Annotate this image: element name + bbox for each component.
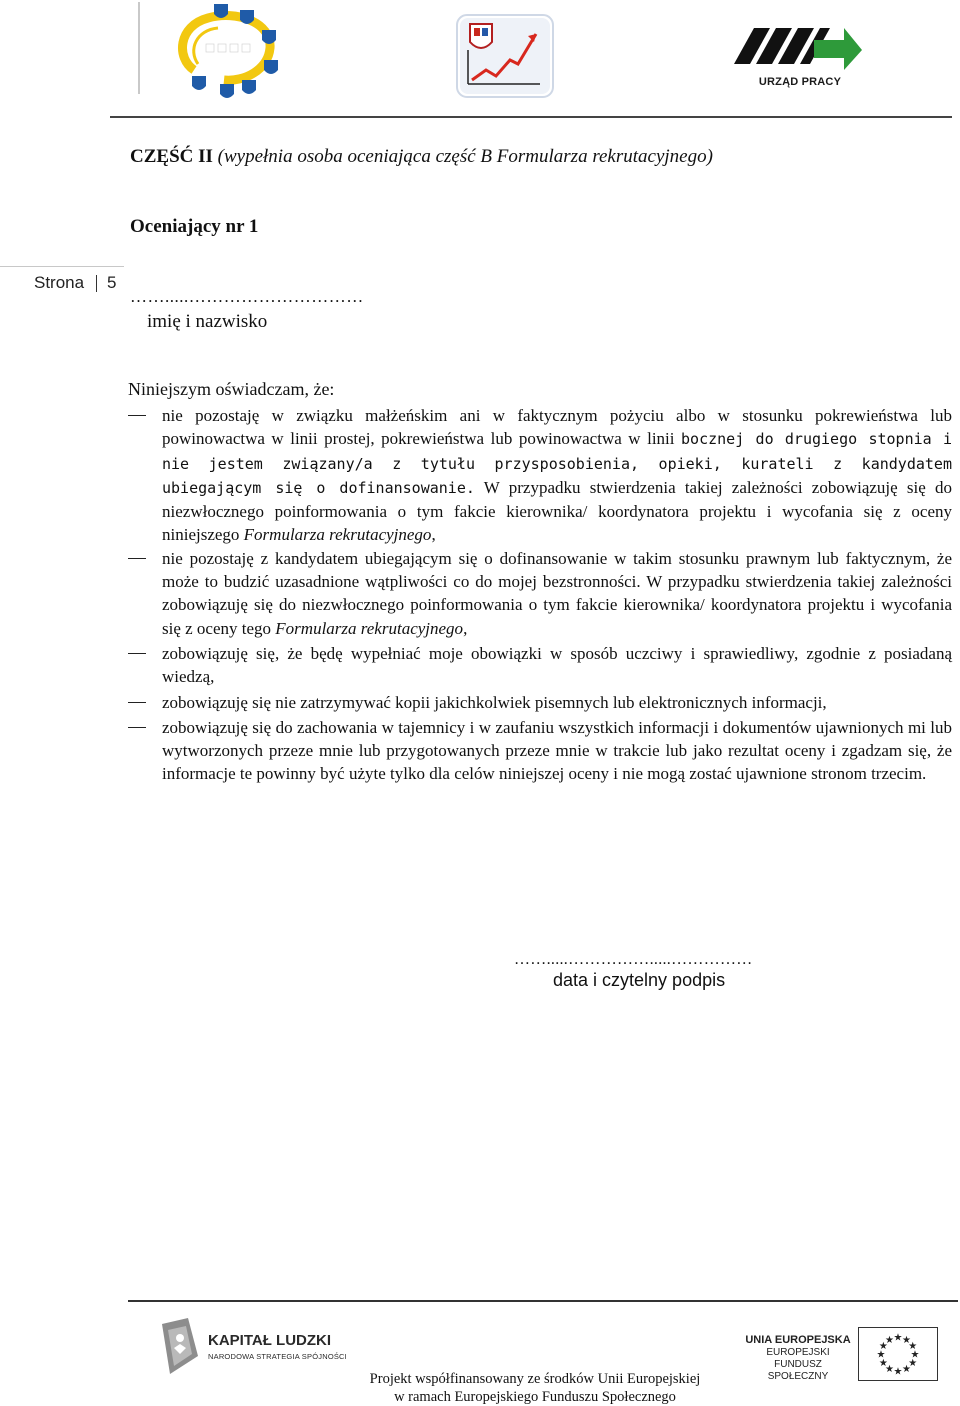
eu-star-icon: ★ xyxy=(885,1364,894,1376)
item-text: zobowiązuję się do zachowania w tajemnicy i w zaufaniu wszystkich informacji i dokumentów ujawnionych mi lub wytworzonych przeze mnie lub przygotowanych przeze mnie w trakcie lub jako rezultat oceny i zgadzam się, że informacje te powinny być użyte tylko dla celów niniejszej oceny i nie mogą zostać ujawnione stronom trzecim. xyxy=(162,717,952,784)
item-text: , xyxy=(431,525,436,545)
section-title: CZĘŚĆ II xyxy=(130,146,213,167)
footer-rule xyxy=(128,1300,958,1302)
form-title-italic: Formularza rekrutacyjnego xyxy=(275,618,464,638)
item-text: zobowiązuję się nie zatrzymywać kopii jakichkolwiek pisemnych lub elektronicznych informacji, xyxy=(162,692,827,712)
form-title-italic: Formularza rekrutacyjnego xyxy=(243,525,432,545)
human-capital-emblem-icon xyxy=(158,1316,202,1378)
dash-bullet xyxy=(128,558,146,559)
item-text: W przypadku stwierdzenia takiej zależności zobowiązuję się do niezwłocznego poinformowania o tym fakcie kierownika/ koordynatora projektu i wycofania się z oceny niniejszego xyxy=(162,477,953,545)
name-signature-line: …….....………………………… xyxy=(130,287,364,306)
item-text: zobowiązuję się, że będę wypełniać moje obowiązki w sposób uczciwy i sprawiedliwy, zgodnie z posiadaną wiedzą, xyxy=(162,643,952,687)
declaration-block xyxy=(128,378,952,786)
header-rule xyxy=(110,116,952,118)
eu-name: UNIA EUROPEJSKA xyxy=(745,1334,851,1346)
dash-bullet xyxy=(128,415,146,416)
eu-fund-line: FUNDUSZ SPOŁECZNY xyxy=(767,1359,829,1382)
eu-stars-icon xyxy=(859,1328,937,1380)
human-capital-subtitle: NARODOWA STRATEGIA SPÓJNOŚCI xyxy=(208,1352,347,1361)
declaration-intro: Niniejszym oświadczam, że: xyxy=(128,379,335,399)
item-text: bocznej do drugiego stopnia i nie jestem związany/a z tytułu przysposobienia, opieki, kurateli z kandydatem ubiegającym się o dofinansowanie. xyxy=(162,430,952,497)
eu-star-icon: ★ xyxy=(885,1334,894,1346)
eu-fund-line: EUROPEJSKI xyxy=(766,1347,830,1358)
labour-office-logo xyxy=(726,14,866,94)
eu-star-icon: ★ xyxy=(878,1358,888,1369)
human-capital-title: KAPITAŁ LUDZKI xyxy=(208,1332,332,1349)
declaration-item xyxy=(128,716,952,786)
signature-label: data i czytelny podpis xyxy=(553,970,726,990)
eu-star-icon: ★ xyxy=(902,1334,911,1346)
declaration-list xyxy=(128,404,952,786)
eu-flag-icon xyxy=(858,1327,938,1381)
declaration-item xyxy=(128,547,952,642)
growth-chart-with-crest-icon xyxy=(456,14,554,98)
section-heading xyxy=(130,146,713,168)
declaration-item xyxy=(128,404,952,547)
section-instruction: (wypełnia osoba oceniająca część B Formularza rekrutacyjnego) xyxy=(217,146,713,167)
eu-star-icon: ★ xyxy=(908,1358,918,1369)
labour-office-arrow-icon xyxy=(726,14,866,76)
header-divider xyxy=(138,2,140,94)
item-text: , xyxy=(463,618,468,638)
item-text: nie pozostaję z kandydatem ubiegającym się o dofinansowanie w takim stosunku prawnym lub faktycznym, że może to budzić uzasadnione wątpliwości co do mojej bezstronności. W przypadku stwierdzenia takiej zależności zobowiązuję się do niezwłocznego poinformowania o tym fakcie kierownika/ koordynatora projektu i wycofania się z oceny tego xyxy=(162,548,952,638)
cofinancing-line: Projekt współfinansowany ze środków Unii Europejskiej xyxy=(369,1371,701,1387)
declaration-item xyxy=(128,691,952,716)
eu-star-icon: ★ xyxy=(876,1349,886,1361)
item-text: nie pozostaję w związku małżeńskim ani w faktycznym pożyciu albo w stosunku pokrewieństwa lub powinowactwa w linii prostej, pokrewieństwa lub powinowactwa w linii xyxy=(162,406,952,449)
ring-of-coats-of-arms-icon xyxy=(136,0,296,100)
page-number: 5 xyxy=(107,273,117,292)
name-field-label: imię i nazwisko xyxy=(147,311,268,332)
eu-star-icon: ★ xyxy=(910,1349,920,1361)
page-marker-separator xyxy=(96,275,97,292)
regional-logo xyxy=(136,0,296,100)
human-capital-logo xyxy=(158,1316,348,1378)
dash-bullet xyxy=(128,653,146,654)
dash-bullet xyxy=(128,702,146,703)
eu-star-icon: ★ xyxy=(893,1366,903,1378)
signature-line: …….....…………….....…………… xyxy=(514,951,753,968)
declaration-item xyxy=(128,642,952,691)
cofinancing-line: w ramach Europejskiego Funduszu Społecznego xyxy=(394,1389,676,1405)
district-logo xyxy=(456,14,554,98)
eu-star-icon: ★ xyxy=(893,1332,903,1344)
page-label: Strona xyxy=(34,273,85,292)
assessor-number: Oceniający nr 1 xyxy=(130,216,259,237)
page-number-marker xyxy=(0,266,124,297)
eu-star-icon: ★ xyxy=(902,1364,911,1376)
dash-bullet xyxy=(128,727,146,728)
eu-star-icon: ★ xyxy=(908,1341,918,1352)
cofinancing-note xyxy=(300,1370,770,1406)
labour-office-caption: URZĄD PRACY xyxy=(758,76,842,88)
eu-star-icon: ★ xyxy=(878,1341,888,1352)
